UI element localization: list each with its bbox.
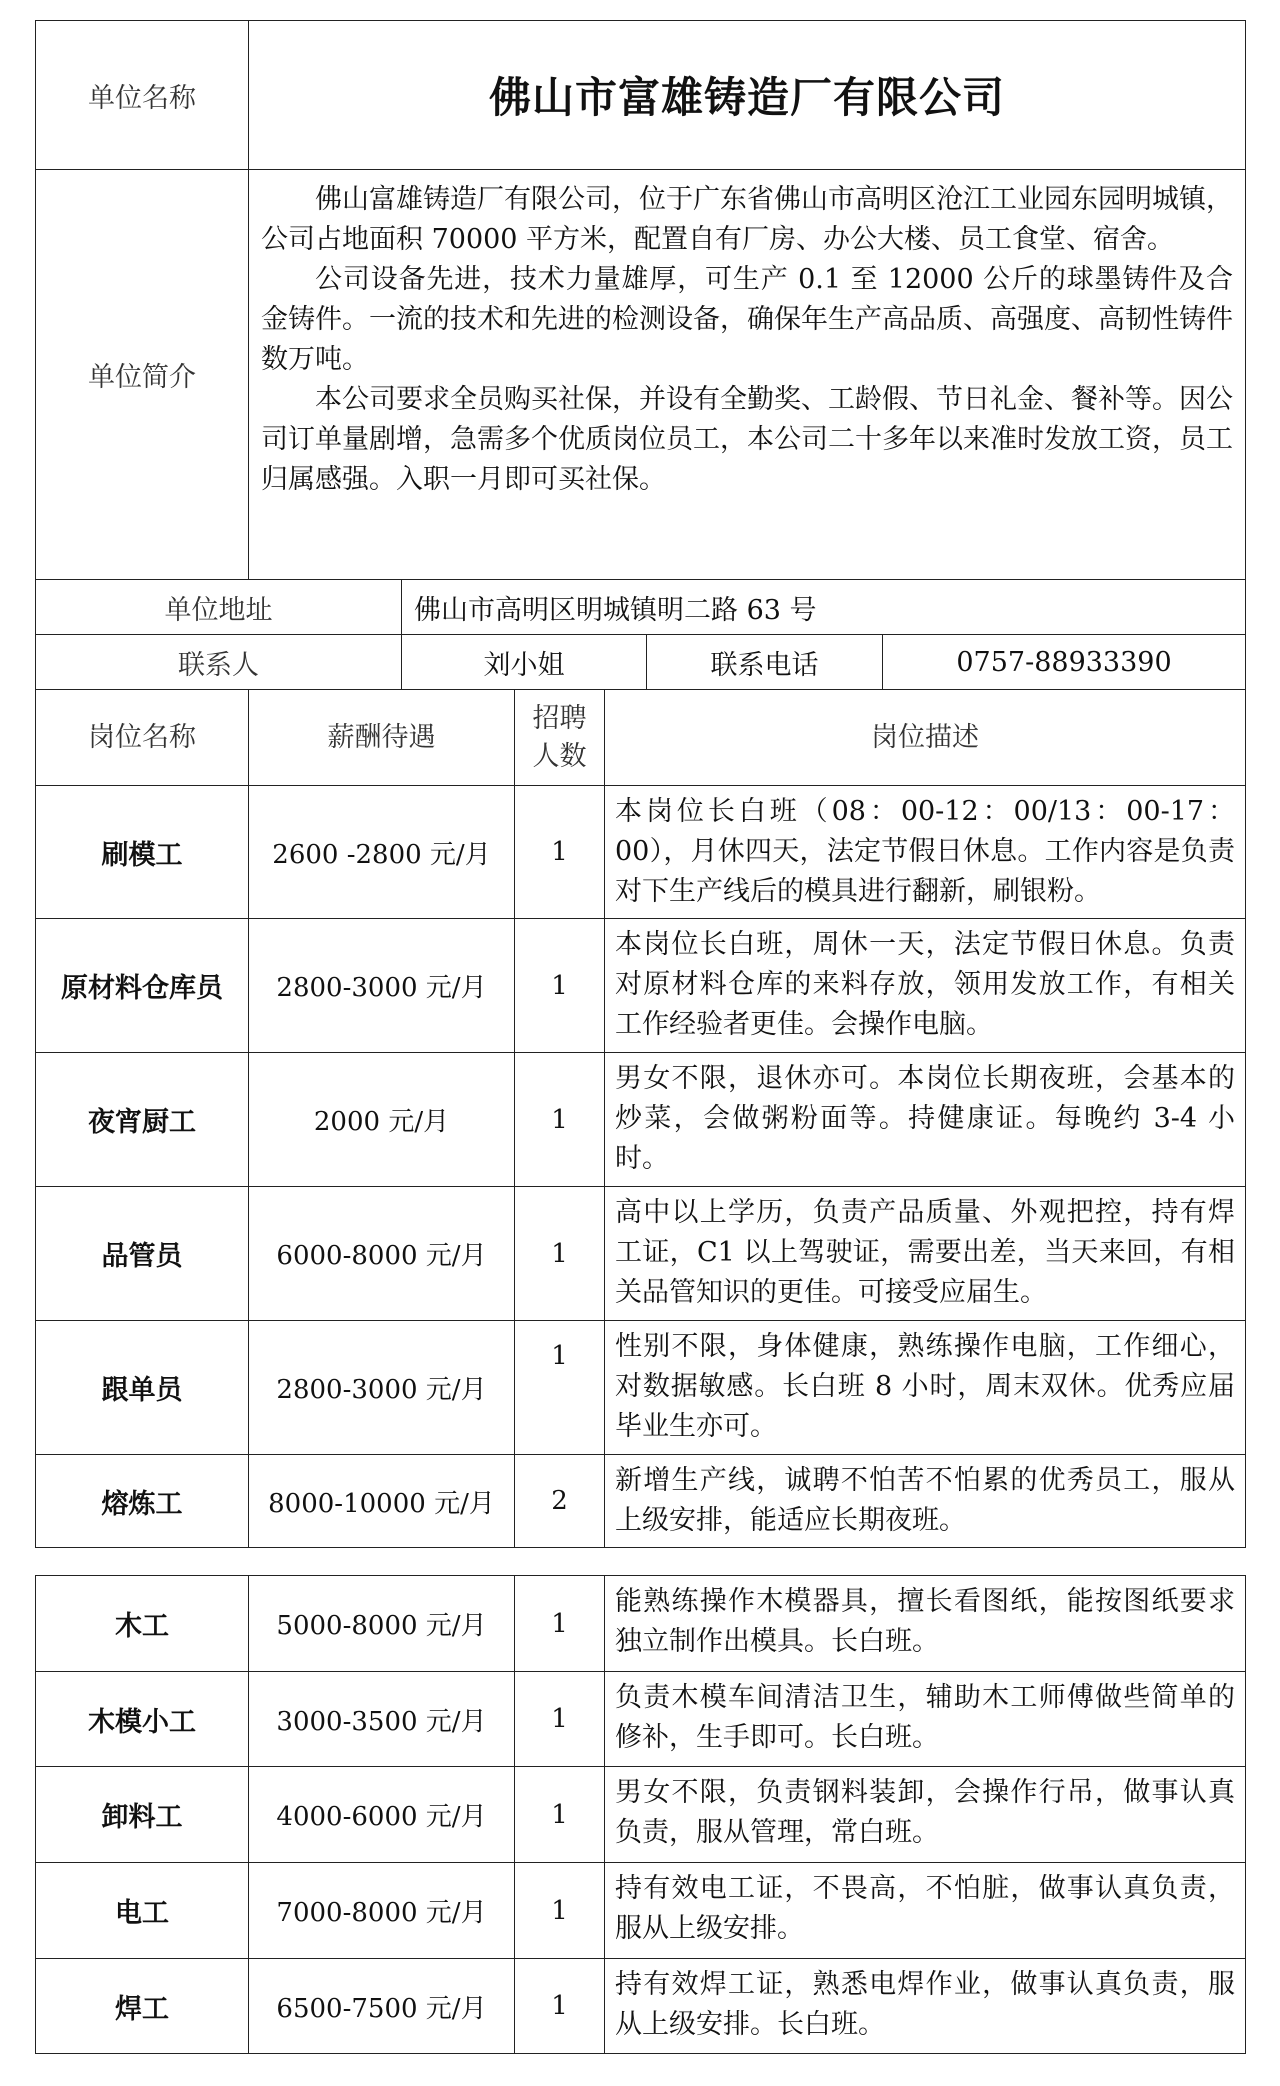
header-position: 岗位名称 bbox=[36, 690, 249, 786]
job-salary: 2000 元/月 bbox=[249, 1053, 515, 1187]
job-salary: 8000-10000 元/月 bbox=[249, 1455, 515, 1548]
header-count bbox=[515, 690, 605, 786]
job-salary: 2600 -2800 元/月 bbox=[249, 786, 515, 919]
job-description: 本岗位长白班（08：00-12：00/13：00-17：00），月休四天，法定节假日休息。工作内容是负责对下生产线后的模具进行翻新，刷银粉。 bbox=[605, 786, 1246, 919]
job-description: 本岗位长白班，周休一天，法定节假日休息。负责对原材料仓库的来料存放，领用发放工作，有相关工作经验者更佳。会操作电脑。 bbox=[605, 919, 1246, 1053]
job-title: 卸料工 bbox=[36, 1767, 249, 1863]
table-row bbox=[36, 1672, 1246, 1767]
table-row bbox=[36, 1053, 1246, 1187]
job-count: 1 bbox=[515, 1321, 605, 1455]
jobs-table-continued bbox=[35, 1575, 1246, 2054]
intro-paragraph: 佛山富雄铸造厂有限公司，位于广东省佛山市高明区沧江工业园东园明城镇，公司占地面积 70000 平方米，配置自有厂房、办公大楼、员工食堂、宿舍。 bbox=[261, 184, 1234, 255]
job-count: 1 bbox=[515, 1959, 605, 2054]
job-salary: 2800-3000 元/月 bbox=[249, 919, 515, 1053]
job-salary: 2800-3000 元/月 bbox=[249, 1321, 515, 1455]
company-name: 佛山市富雄铸造厂有限公司 bbox=[249, 21, 1246, 170]
job-title: 熔炼工 bbox=[36, 1455, 249, 1548]
job-salary: 7000-8000 元/月 bbox=[249, 1863, 515, 1959]
phone-label: 联系电话 bbox=[647, 635, 883, 690]
job-count: 2 bbox=[515, 1455, 605, 1548]
job-count: 1 bbox=[515, 1863, 605, 1959]
job-title: 焊工 bbox=[36, 1959, 249, 2054]
jobs-table bbox=[35, 689, 1246, 1548]
address-value: 佛山市高明区明城镇明二路 63 号 bbox=[402, 580, 1246, 635]
address-label: 单位地址 bbox=[36, 580, 402, 635]
contact-label: 联系人 bbox=[36, 635, 402, 690]
table-row bbox=[36, 1455, 1246, 1548]
job-salary: 6500-7500 元/月 bbox=[249, 1959, 515, 2054]
job-count: 1 bbox=[515, 1053, 605, 1187]
job-title: 木工 bbox=[36, 1576, 249, 1672]
job-salary: 4000-6000 元/月 bbox=[249, 1767, 515, 1863]
table-row bbox=[36, 919, 1246, 1053]
header-count-line2: 人数 bbox=[532, 740, 587, 772]
header-salary: 薪酬待遇 bbox=[249, 690, 515, 786]
job-title: 品管员 bbox=[36, 1187, 249, 1321]
intro-paragraph: 本公司要求全员购买社保，并设有全勤奖、工龄假、节日礼金、餐补等。因公司订单量剧增，急需多个优质岗位员工，本公司二十多年以来准时发放工资，员工归属感强。入职一月即可买社保。 bbox=[261, 384, 1234, 495]
job-count: 1 bbox=[515, 1767, 605, 1863]
table-row bbox=[36, 1863, 1246, 1959]
job-title: 夜宵厨工 bbox=[36, 1053, 249, 1187]
job-description: 持有效焊工证，熟悉电焊作业，做事认真负责，服从上级安排。长白班。 bbox=[605, 1959, 1246, 2054]
company-info-table bbox=[35, 20, 1246, 690]
job-description: 性别不限，身体健康，熟练操作电脑，工作细心，对数据敏感。长白班 8 小时，周末双休。优秀应届毕业生亦可。 bbox=[605, 1321, 1246, 1455]
job-title: 刷模工 bbox=[36, 786, 249, 919]
job-description: 持有效电工证，不畏高，不怕脏，做事认真负责，服从上级安排。 bbox=[605, 1863, 1246, 1959]
job-salary: 5000-8000 元/月 bbox=[249, 1576, 515, 1672]
job-title: 电工 bbox=[36, 1863, 249, 1959]
header-count-line1: 招聘 bbox=[532, 702, 587, 734]
job-count: 1 bbox=[515, 1672, 605, 1767]
job-salary: 3000-3500 元/月 bbox=[249, 1672, 515, 1767]
job-description: 男女不限，退休亦可。本岗位长期夜班，会基本的炒菜，会做粥粉面等。持健康证。每晚约 3-4 小时。 bbox=[605, 1053, 1246, 1187]
job-count: 1 bbox=[515, 919, 605, 1053]
job-description: 高中以上学历，负责产品质量、外观把控，持有焊工证，C1 以上驾驶证，需要出差，当天来回，有相关品管知识的更佳。可接受应届生。 bbox=[605, 1187, 1246, 1321]
table-row bbox=[36, 1321, 1246, 1455]
company-intro-label: 单位简介 bbox=[36, 170, 249, 580]
contact-value: 刘小姐 bbox=[402, 635, 647, 690]
job-count: 1 bbox=[515, 786, 605, 919]
job-count: 1 bbox=[515, 1576, 605, 1672]
job-title: 跟单员 bbox=[36, 1321, 249, 1455]
job-salary: 6000-8000 元/月 bbox=[249, 1187, 515, 1321]
job-description: 新增生产线，诚聘不怕苦不怕累的优秀员工，服从上级安排，能适应长期夜班。 bbox=[605, 1455, 1246, 1548]
table-row bbox=[36, 1187, 1246, 1321]
company-intro bbox=[249, 170, 1246, 580]
table-row bbox=[36, 1959, 1246, 2054]
job-description: 能熟练操作木模器具，擅长看图纸，能按图纸要求独立制作出模具。长白班。 bbox=[605, 1576, 1246, 1672]
header-description: 岗位描述 bbox=[605, 690, 1246, 786]
job-title: 木模小工 bbox=[36, 1672, 249, 1767]
job-count: 1 bbox=[515, 1187, 605, 1321]
job-description: 负责木模车间清洁卫生，辅助木工师傅做些简单的修补，生手即可。长白班。 bbox=[605, 1672, 1246, 1767]
table-row bbox=[36, 786, 1246, 919]
table-row bbox=[36, 1767, 1246, 1863]
phone-value: 0757-88933390 bbox=[883, 635, 1246, 690]
job-title: 原材料仓库员 bbox=[36, 919, 249, 1053]
table-row bbox=[36, 1576, 1246, 1672]
intro-paragraph: 公司设备先进，技术力量雄厚，可生产 0.1 至 12000 公斤的球墨铸件及合金铸件。一流的技术和先进的检测设备，确保年生产高品质、高强度、高韧性铸件数万吨。 bbox=[261, 264, 1234, 375]
company-name-label: 单位名称 bbox=[36, 21, 249, 170]
job-description: 男女不限，负责钢料装卸，会操作行吊，做事认真负责，服从管理，常白班。 bbox=[605, 1767, 1246, 1863]
